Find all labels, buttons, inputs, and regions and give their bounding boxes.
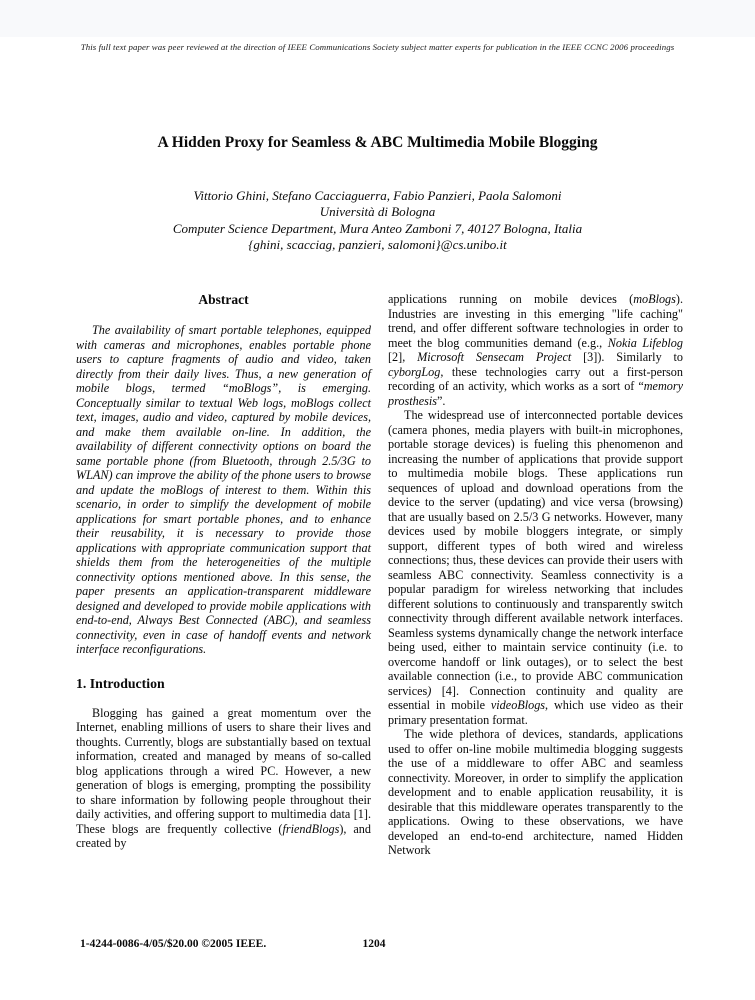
page-footer (0, 938, 755, 954)
body-paragraph-2: The widespread use of interconnected portable devices (camera phones, media players with built-in microphones, portable storage devices) is fueling this phenomenon and increasing the number of applications that provide support to multimedia mobile blogs. These applications run sequences of upload and download operations from the device to the server (updating) and vice versa (browsing) that are usually based on 2.5/3 G networks. However, many devices used by mobile bloggers integrate, or simply support, different types of both wired and wireless connections; thus, these devices can provide their users with seamless ABC connectivity. Seamless connectivity is a popular paradigm for wireless networking that includes different solutions to continuously and transparently switch connectivity through different available network interfaces. Seamless systems dynamically change the network interface being used, either to maintain service continuity (i.e. to overcome handoff or link outages), or to select the best available connection (i.e., to provide ABC communication services) [4]. Connection continuity and quality are essential in mobile videoBlogs, which use video as their primary presentation format. (388, 408, 684, 727)
author-affiliation-address: Computer Science Department, Mura Anteo Zamboni 7, 40127 Bologna, Italia (172, 220, 583, 236)
abstract-heading: Abstract (198, 292, 249, 307)
body-paragraph-1: applications running on mobile devices (moBlogs). Industries are investing in this emerging "life caching" trend, and offer different software technologies in order to meet the blog communities demand (e.g., Nokia Lifeblog [2], Microsoft Sensecam Project [3]). Similarly to cyborgLog, these technologies carry out a first-person recording of an activity, which works as a sort of “memory prosthesis”. (388, 292, 683, 408)
top-band (0, 0, 755, 37)
page-number: 1204 (362, 938, 386, 950)
right-column (388, 292, 683, 858)
author-block (0, 188, 755, 254)
abstract-paragraph: The availability of smart portable telephones, equipped with cameras and microphones, enables portable phone users to capture fragments of audio and video, taken directly from their daily lives. Thus, a new generation of mobile blogs, termed “moBlogs”, is emerging. Conceptually similar to textual Web logs, moBlogs collect text, images, audio and video, captured by mobile devices, and make them available on-line. In addition, the availability of different connectivity options on board the same portable phone (from Bluetooth, through 2.5/3G to WLAN) can improve the ability of the phone users to browse and update the moBlogs of interest to them. Within this scenario, in order to simplify the development of mobile applications for smart portable phones, and to enhance their reusability, it is necessary to provide those applications with appropriate communication support that shields them from the heterogeneities of the multiple connectivity options mentioned above. In this sense, the paper presents an application-transparent middleware designed and developed to provide mobile applications with end-to-end, Always Best Connected (ABC), and seamless connectivity, even in case of handoff events and network interface reconfigurations. (76, 323, 371, 656)
left-column (76, 292, 371, 858)
copyright-notice: 1-4244-0086-4/05/$20.00 ©2005 IEEE. (80, 938, 267, 950)
author-emails: {ghini, scacciag, panzieri, salomoni}@cs.unibo.it (248, 237, 507, 253)
paper-title: A Hidden Proxy for Seamless & ABC Multimedia Mobile Blogging (157, 134, 598, 151)
introduction-paragraph: Blogging has gained a great momentum over the Internet, enabling millions of users to share their lives and thoughts. Currently, blogs are substantially based on textual information, created and managed by means of so-called blog applications through a wired PC. However, a new generation of blogs is emerging, prompting the possibility to share information by following people throughout their daily activities, and offering support to multimedia data [1]. These blogs are frequently collective (friendBlogs), and created by (76, 705, 371, 850)
author-names: Vittorio Ghini, Stefano Cacciaguerra, Fabio Panzieri, Paola Salomoni (193, 188, 562, 203)
body-paragraph-3: The wide plethora of devices, standards, applications used to offer on-line mobile multimedia blogging suggests the use of a middleware to offer ABC and seamless connectivity. Moreover, in order to simplify the application development and to enable application reusability, it is desirable that this middleware operates transparently to the applications. Owing to these observations, we have developed an end-to-end architecture, named Hidden Network (388, 727, 683, 857)
two-column-body (76, 292, 683, 858)
author-affiliation-university: Università di Bologna (319, 204, 436, 220)
peer-review-notice: This full text paper was peer reviewed at the direction of IEEE Communications Society subject matter experts for publication in the IEEE CCNC 2006 proceedings (80, 42, 675, 52)
introduction-heading: 1. Introduction (76, 675, 165, 691)
